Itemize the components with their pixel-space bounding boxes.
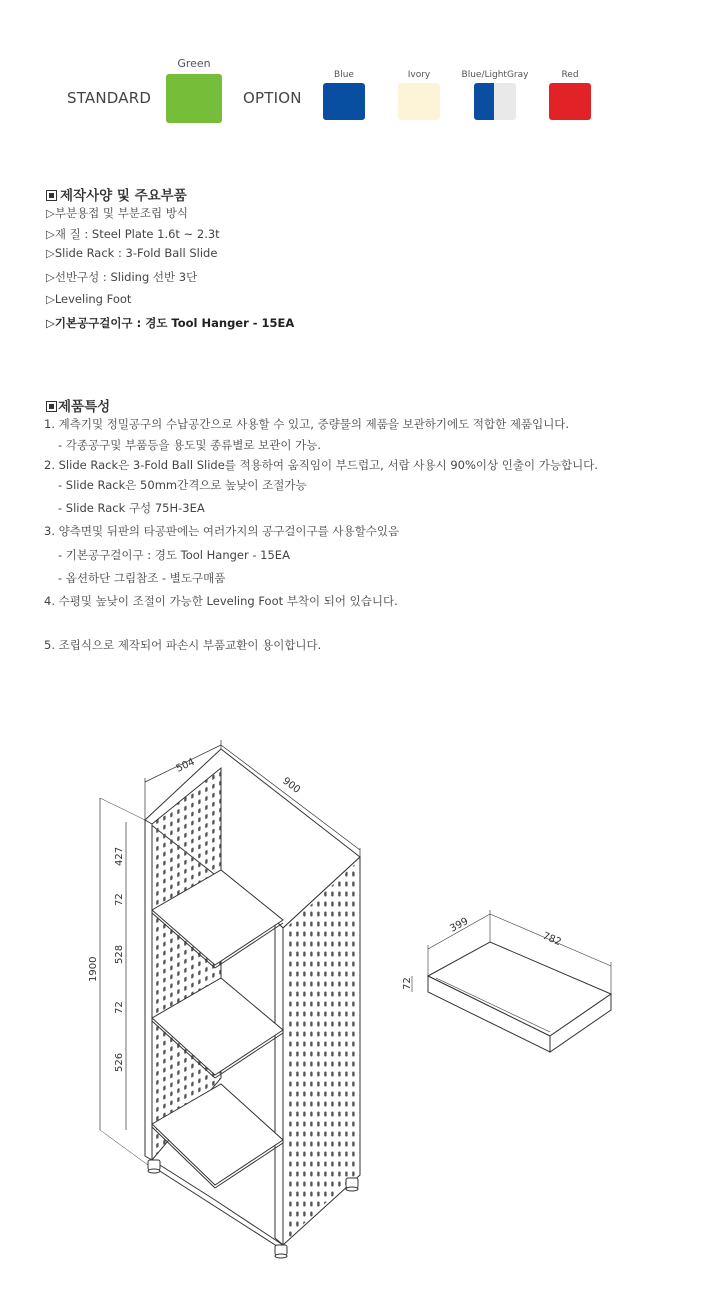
swatch-name-green: Green bbox=[177, 57, 211, 70]
swatch-blue-lightgray bbox=[474, 83, 516, 120]
spec-title-text: 제작사양 및 주요부품 bbox=[60, 188, 187, 204]
dim-d5: 526 bbox=[114, 1052, 125, 1072]
feature-line: 5. 조립식으로 제작되어 파손시 부품교환이 용이합니다. bbox=[44, 638, 322, 652]
spec-line: ▷부분용접 및 부분조립 방식 bbox=[46, 206, 189, 220]
spec-title bbox=[46, 184, 187, 204]
feature-line: - Slide Rack은 50mm간격으로 높낮이 조절가능 bbox=[58, 478, 307, 492]
dim-height: 1900 bbox=[88, 956, 99, 982]
swatch-ivory bbox=[398, 83, 440, 120]
dim-d1: 427 bbox=[114, 846, 125, 866]
standard-label: STANDARD bbox=[67, 89, 152, 107]
dim-d3: 528 bbox=[114, 944, 125, 964]
dim-d2: 72 bbox=[114, 893, 125, 906]
swatch-name-blue-lightgray: Blue/LightGray bbox=[461, 70, 529, 80]
square-bullet-icon bbox=[46, 190, 57, 201]
spec-line: ▷선반구성 : Sliding 선반 3단 bbox=[46, 270, 198, 284]
feature-line: 3. 양측면및 뒤판의 타공판에는 여러가지의 공구걸이구를 사용할수있음 bbox=[44, 524, 400, 538]
spec-line: ▷Leveling Foot bbox=[46, 292, 132, 306]
cabinet-drawing bbox=[100, 740, 360, 1258]
tray-dim-depth: 399 bbox=[448, 915, 471, 935]
features-title bbox=[46, 395, 110, 415]
feature-line: 2. Slide Rack은 3-Fold Ball Slide를 적용하여 움직임이 부드럽고, 서랍 사용시 90%이상 인출이 가능합니다. bbox=[44, 458, 598, 472]
swatch-name-ivory: Ivory bbox=[407, 70, 431, 80]
swatch-red bbox=[549, 83, 591, 120]
swatch-name-blue: Blue bbox=[334, 70, 354, 80]
feature-line: - 옵션하단 그림참조 - 별도구매품 bbox=[58, 571, 226, 585]
spec-line: ▷Slide Rack : 3-Fold Ball Slide bbox=[46, 246, 218, 260]
tray-dim-height: 72 bbox=[402, 977, 413, 990]
feature-line: - 각종공구및 부품등을 용도및 종류별로 보관이 가능. bbox=[58, 438, 322, 452]
feature-line: 4. 수평및 높낮이 조절이 가능한 Leveling Foot 부착이 되어 있습니다. bbox=[44, 594, 398, 608]
swatch-name-red: Red bbox=[561, 70, 579, 80]
spec-line: ▷재 질 : Steel Plate 1.6t ~ 2.3t bbox=[46, 227, 220, 241]
feature-line: - 기본공구걸이구 : 경도 Tool Hanger - 15EA bbox=[58, 548, 290, 562]
dim-d4: 72 bbox=[114, 1001, 125, 1014]
dim-width: 900 bbox=[280, 775, 303, 796]
spec-line-bold: ▷기본공구걸이구 : 경도 Tool Hanger - 15EA bbox=[46, 316, 295, 330]
feature-line: - Slide Rack 구성 75H-3EA bbox=[58, 501, 205, 515]
square-bullet-icon bbox=[46, 401, 57, 412]
option-label: OPTION bbox=[243, 89, 302, 107]
swatch-blue bbox=[323, 83, 365, 120]
feature-line: 1. 계측기및 정밀공구의 수납공간으로 사용할 수 있고, 중량물의 제품을 보관하기에도 적합한 제품입니다. bbox=[44, 417, 570, 431]
technical-drawing bbox=[0, 720, 709, 1280]
swatch-green bbox=[166, 74, 222, 123]
tray-drawing bbox=[412, 910, 611, 1052]
dim-depth: 504 bbox=[174, 756, 197, 775]
tray-dim-width: 782 bbox=[540, 930, 563, 949]
features-title-text: 제품특성 bbox=[58, 399, 111, 415]
